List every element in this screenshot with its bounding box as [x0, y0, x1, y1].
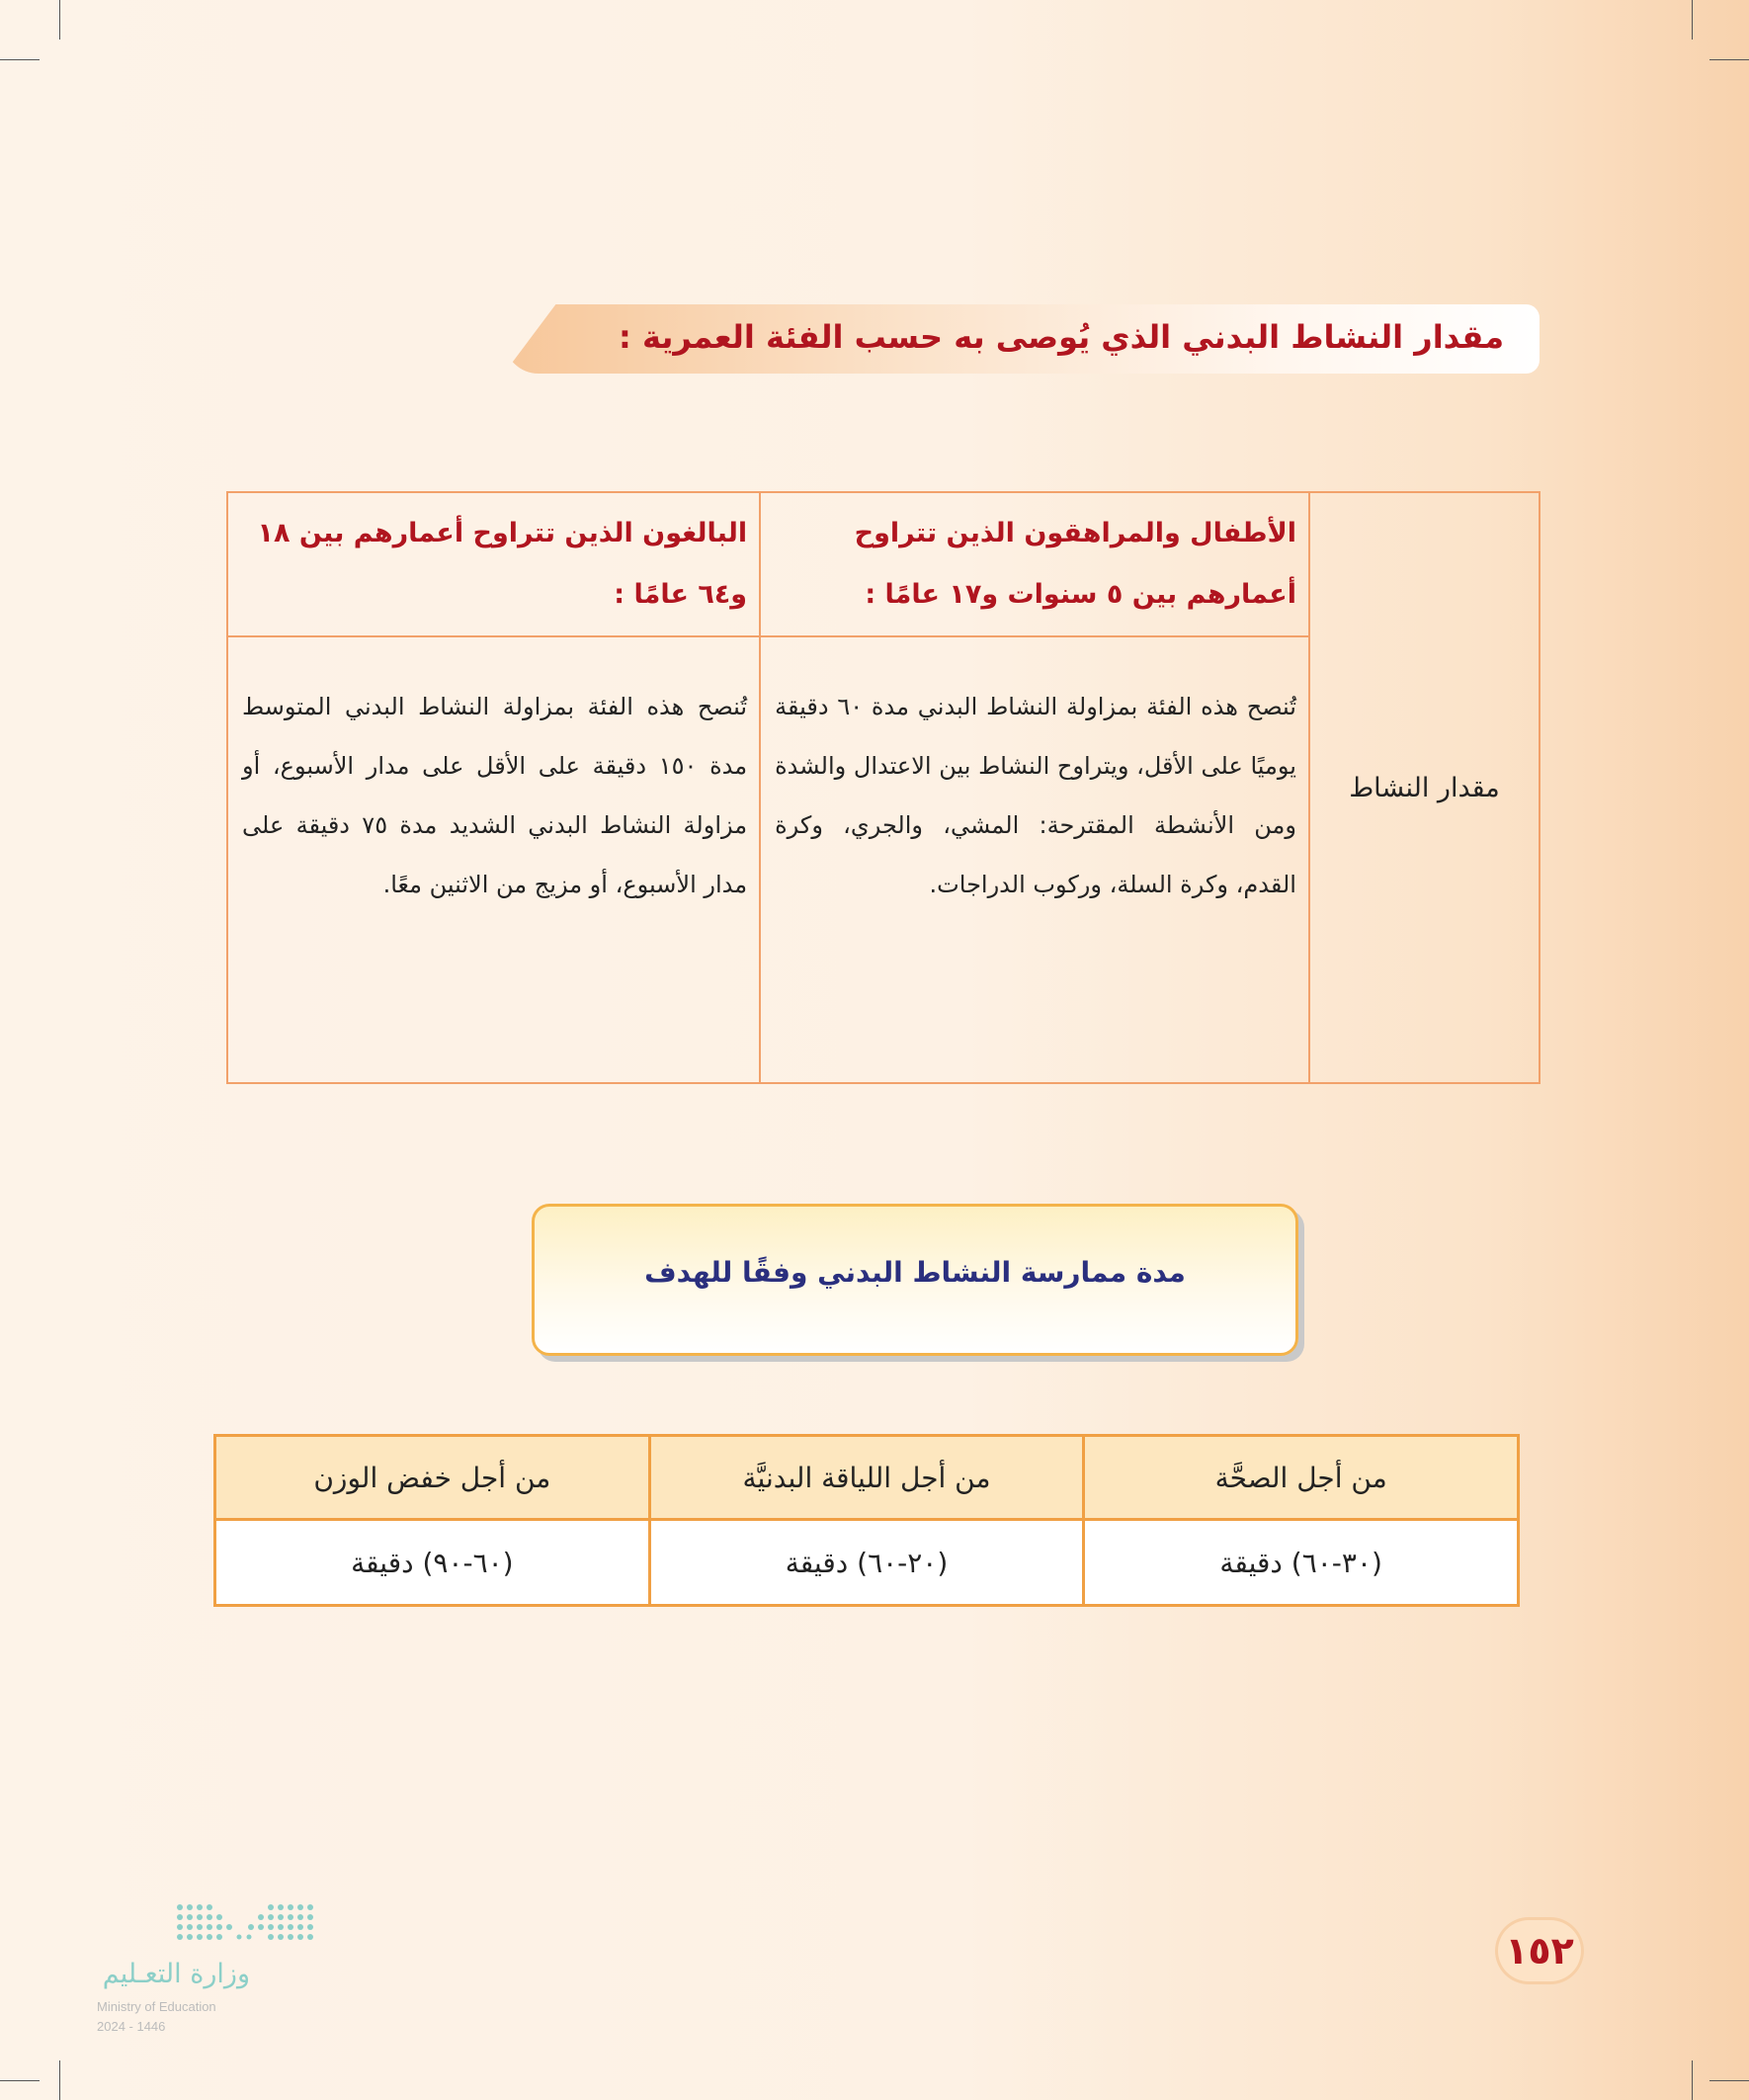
goal-value-health: (٣٠-٦٠) دقيقة [1084, 1520, 1519, 1606]
logo-english-text: Ministry of Education [97, 1999, 216, 2014]
goal-table [213, 1434, 1520, 1607]
section-title: مقدار النشاط البدني الذي يُوصى به حسب الفئة العمرية : [619, 318, 1504, 356]
column-heading-children: الأطفال والمراهقون الذين تتراوح أعمارهم بين ٥ سنوات و١٧ عامًا : [760, 492, 1309, 636]
column-body-children: تُنصح هذه الفئة بمزاولة النشاط البدني مدة ٦٠ دقيقة يوميًا على الأقل، ويتراوح النشاط بين الاعتدال والشدة ومن الأنشطة المقترحة: المشي، والجري، وكرة القدم، وكرة السلة، وركوب الدراجات. [760, 636, 1309, 1083]
subsection-box [532, 1204, 1298, 1356]
column-body-adults: تُنصح هذه الفئة بمزاولة النشاط البدني المتوسط مدة ١٥٠ دقيقة على الأقل على مدار الأسبوع، أو مزاولة النشاط البدني الشديد مدة ٧٥ دقيقة على مدار الأسبوع، أو مزيج من الاثنين معًا. [227, 636, 760, 1083]
logo-year-text: 2024 - 1446 [97, 2019, 166, 2034]
goal-value-fitness: (٢٠-٦٠) دقيقة [649, 1520, 1084, 1606]
row-label: مقدار النشاط [1309, 492, 1540, 1083]
crop-mark [1692, 2060, 1693, 2100]
column-heading-adults: البالغون الذين تتراوح أعمارهم بين ١٨ و٦٤ عامًا : [227, 492, 760, 636]
crop-mark [1709, 59, 1749, 60]
subsection-title: مدة ممارسة النشاط البدني وفقًا للهدف [644, 1256, 1186, 1289]
crop-mark [0, 59, 40, 60]
page-number: ١٥٢ [1495, 1917, 1584, 1984]
crop-mark [1709, 2080, 1749, 2081]
goal-header-weight-loss: من أجل خفض الوزن [215, 1436, 650, 1520]
goal-header-health: من أجل الصحَّة [1084, 1436, 1519, 1520]
crop-mark [59, 2060, 60, 2100]
goal-header-fitness: من أجل اللياقة البدنيَّة [649, 1436, 1084, 1520]
goal-value-weight-loss: (٦٠-٩٠) دقيقة [215, 1520, 650, 1606]
activity-table [226, 491, 1541, 1084]
crop-mark [59, 0, 60, 40]
logo-dots-icon [172, 1899, 320, 1951]
crop-mark [1692, 0, 1693, 40]
crop-mark [0, 2080, 40, 2081]
logo-arabic-text: وزارة التعـليم [102, 1959, 250, 1989]
